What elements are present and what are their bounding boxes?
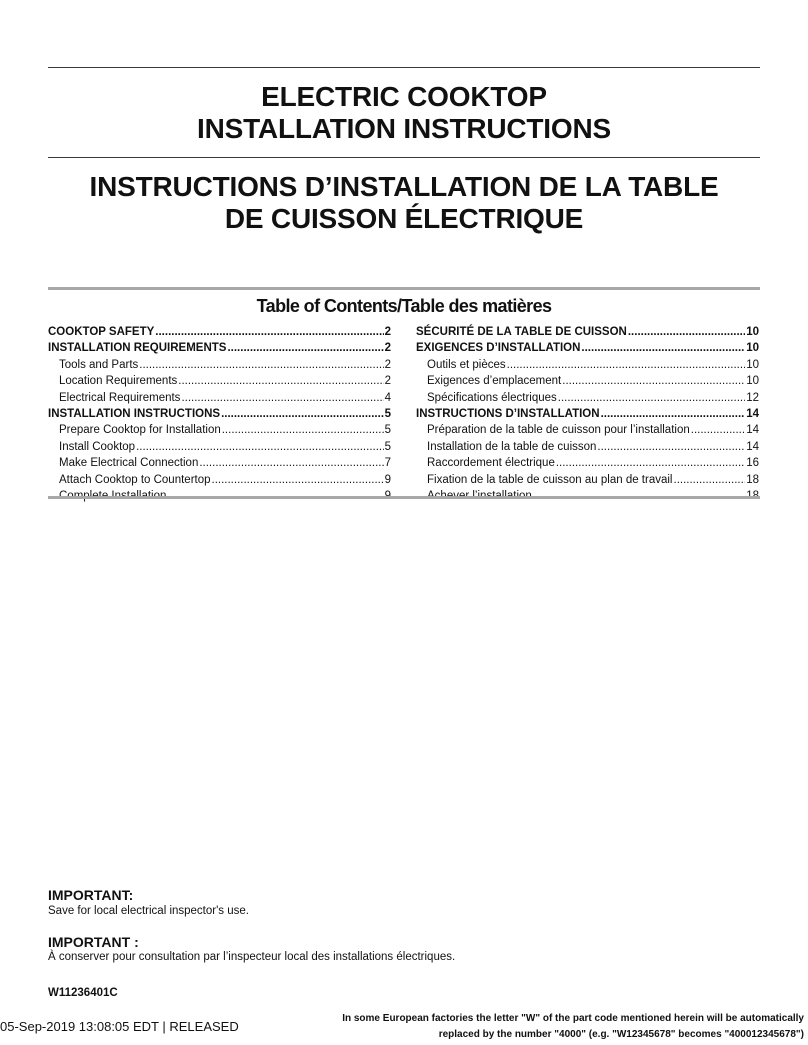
toc-entry-leader	[691, 422, 745, 438]
toc-entry-title: Fixation de la table de cuisson au plan de travail	[427, 473, 673, 486]
part-code-note-line2: replaced by the number "4000" (e.g. "W12345678" becomes "400012345678")	[438, 1029, 804, 1040]
toc-entry-page: 10	[746, 342, 759, 355]
toc-entry-title: SÉCURITÉ DE LA TABLE DE CUISSON	[416, 326, 627, 338]
title-french-line2: DE CUISSON ÉLECTRIQUE	[224, 203, 584, 234]
toc-entry-leader	[628, 324, 745, 340]
toc-entry-title: INSTALLATION INSTRUCTIONS	[48, 408, 221, 421]
title-divider-rule	[48, 157, 760, 158]
toc-entry[interactable]	[416, 340, 759, 356]
toc-entry[interactable]	[416, 390, 759, 406]
toc-entry-page: 14	[746, 424, 759, 437]
toc-entry[interactable]	[48, 439, 391, 455]
toc-entry[interactable]	[416, 472, 759, 488]
toc-entry-page: 9	[384, 490, 391, 503]
toc-entry-page: 9	[384, 473, 391, 486]
toc-entry-leader	[222, 422, 384, 438]
toc-entry-leader	[181, 390, 383, 406]
important-text-french: À conserver pour consultation par l’inspecteur local des installations électriques.	[48, 951, 456, 963]
important-label-french: IMPORTANT :	[48, 934, 139, 950]
toc-column-french	[416, 324, 759, 504]
toc-entry-page: 5	[384, 424, 391, 437]
toc-entry[interactable]	[48, 406, 391, 422]
toc-entry[interactable]	[416, 357, 759, 373]
title-english-line1: ELECTRIC COOKTOP	[261, 81, 547, 112]
toc-top-rule	[48, 287, 760, 290]
toc-entry-page: 2	[384, 326, 391, 338]
toc-entry-page: 2	[384, 358, 391, 371]
toc-entry[interactable]	[416, 406, 759, 422]
toc-entry-leader	[556, 455, 745, 471]
part-code-note-line1: In some European factories the letter "W" of the part code mentioned herein will be automatically	[342, 1013, 804, 1024]
toc-entry-title: Complete Installation	[59, 490, 167, 503]
toc-entry[interactable]	[48, 324, 391, 340]
toc-entry-leader	[507, 357, 746, 373]
toc-entry[interactable]	[416, 439, 759, 455]
part-number: W11236401C	[48, 987, 118, 999]
toc-entry-title: EXIGENCES D’INSTALLATION	[416, 342, 581, 355]
toc-entry[interactable]	[48, 422, 391, 438]
toc-entry-title: Tools and Parts	[59, 358, 139, 371]
toc-entry-page: 10	[746, 326, 759, 338]
toc-entry-title: Préparation de la table de cuisson pour l’installation	[427, 424, 690, 437]
release-stamp: 05-Sep-2019 13:08:05 EDT | RELEASED	[0, 1019, 239, 1034]
toc-entry-page: 5	[384, 440, 391, 453]
toc-entry-title: Install Cooktop	[59, 440, 136, 453]
toc-entry-leader	[136, 439, 384, 455]
toc-entry-page: 16	[746, 457, 759, 470]
toc-entry[interactable]	[48, 373, 391, 389]
toc-entry-leader	[139, 357, 383, 373]
toc-entry-leader	[155, 324, 383, 340]
toc-entry[interactable]	[416, 373, 759, 389]
toc-entry-leader	[199, 455, 383, 471]
toc-entry-title: Spécifications électriques	[427, 391, 557, 404]
toc-entry-leader	[581, 340, 745, 356]
toc-entry-page: 10	[746, 375, 759, 388]
toc-entry[interactable]	[48, 455, 391, 471]
toc-entry[interactable]	[48, 357, 391, 373]
toc-heading: Table of Contents/Table des matières	[256, 296, 552, 316]
toc-entry-page: 4	[384, 391, 391, 404]
part-code-note	[304, 1011, 804, 1043]
toc-column-english	[48, 324, 391, 504]
toc-entry-title: INSTALLATION REQUIREMENTS	[48, 342, 227, 355]
toc-entry-page: 2	[384, 342, 391, 355]
toc-entry-title: Installation de la table de cuisson	[427, 440, 597, 453]
toc-entry[interactable]	[416, 324, 759, 340]
toc-entry-title: Exigences d’emplacement	[427, 375, 562, 388]
toc-entry-page: 18	[746, 473, 759, 486]
toc-entry-title: Raccordement électrique	[427, 457, 555, 470]
toc-entry[interactable]	[48, 390, 391, 406]
toc-entry-leader	[601, 406, 746, 422]
toc-entry-page: 12	[746, 391, 759, 404]
toc-entry-title: Make Electrical Connection	[59, 457, 199, 470]
toc-entry-title: INSTRUCTIONS D’INSTALLATION	[416, 408, 600, 421]
toc-entry-title: COOKTOP SAFETY	[48, 326, 155, 338]
toc-entry-leader	[227, 340, 383, 356]
toc-entry-page: 7	[384, 457, 391, 470]
title-french-line1: INSTRUCTIONS D’INSTALLATION DE LA TABLE	[89, 171, 719, 202]
toc-entry-leader	[221, 406, 384, 422]
toc-entry-title: Electrical Requirements	[59, 391, 181, 404]
toc-entry-leader	[562, 373, 745, 389]
toc-bottom-rule	[48, 496, 760, 499]
toc-entry-page: 10	[746, 358, 759, 371]
important-text-english: Save for local electrical inspector's use.	[48, 905, 249, 917]
toc-entry[interactable]	[416, 455, 759, 471]
toc-entry-leader	[597, 439, 745, 455]
toc-entry-title: Achever l’installation	[427, 490, 532, 503]
toc-entry[interactable]	[416, 422, 759, 438]
toc-entry[interactable]	[48, 472, 391, 488]
top-rule	[48, 67, 760, 68]
toc-entry-leader	[212, 472, 384, 488]
toc-entry-leader	[674, 472, 746, 488]
toc-entry-title: Attach Cooktop to Countertop	[59, 473, 211, 486]
toc-entry-title: Prepare Cooktop for Installation	[59, 424, 221, 437]
important-label-english: IMPORTANT:	[48, 887, 134, 903]
toc-entry[interactable]	[48, 340, 391, 356]
toc-entry-leader	[178, 373, 383, 389]
toc-entry-title: Outils et pièces	[427, 358, 506, 371]
toc-entry-page: 2	[384, 375, 391, 388]
title-english-line2: INSTALLATION INSTRUCTIONS	[197, 113, 611, 144]
toc-entry-page: 5	[384, 408, 391, 421]
toc-entry-page: 18	[746, 490, 759, 503]
toc-entry-page: 14	[746, 408, 759, 421]
toc-entry-title: Location Requirements	[59, 375, 178, 388]
toc-entry-leader	[558, 390, 745, 406]
toc-entry-page: 14	[746, 440, 759, 453]
